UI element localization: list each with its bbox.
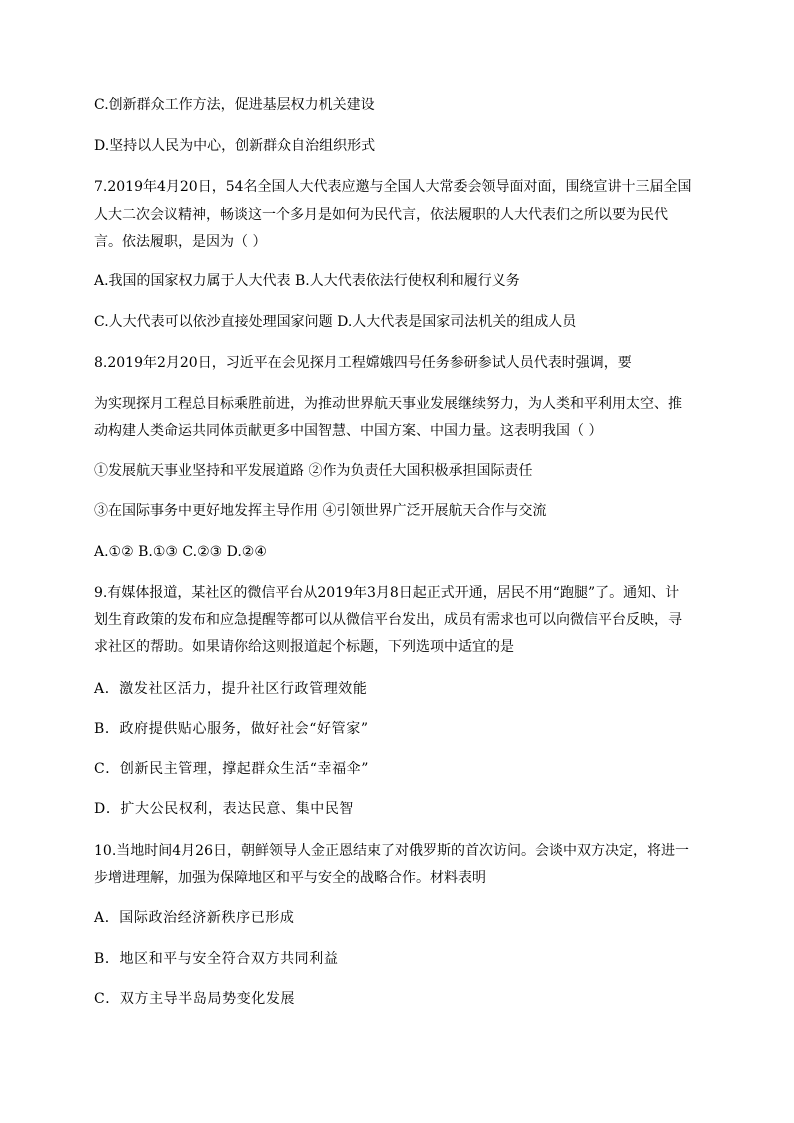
q8-options: A.①② B.①③ C.②③ D.②④ bbox=[94, 544, 267, 560]
q10-stem-line-2: 步增进理解，加强为保障地区和平与安全的战略合作。材料表明 bbox=[94, 870, 486, 886]
q9-stem-line-1: 9.有媒体报道，某社区的微信平台从2019年3月8日起正式开通，居民不用“跑腿”了。通知、计 bbox=[94, 585, 680, 601]
q9-stem-line-3: 求社区的帮助。如果请你给这则报道起个标题，下列选项中适宜的是 bbox=[94, 639, 514, 655]
q8-statements-row-1: ①发展航天事业坚持和平发展道路 ②作为负责任大国积极承担国际责任 bbox=[94, 463, 533, 479]
q8-stem-line-3: 动构建人类命运共同体贡献更多中国智慧、中国方案、中国力量。这表明我国（ ） bbox=[94, 423, 603, 439]
prev-question-option-c: C.创新群众工作方法，促进基层权力机关建设 bbox=[94, 97, 375, 113]
q7-stem-line-3: 言。依法履职，是因为（ ） bbox=[94, 234, 267, 250]
q7-stem-line-2: 人大二次会议精神，畅谈这一个多月是如何为民代言，依法履职的人大代表们之所以要为民代 bbox=[94, 207, 668, 223]
q7-options-row-1: A.我国的国家权力属于人大代表 B.人大代表依法行使权利和履行义务 bbox=[94, 273, 520, 289]
q8-statements-row-2: ③在国际事务中更好地发挥主导作用 ④引领世界广泛开展航天合作与交流 bbox=[94, 503, 547, 519]
q9-option-a: A．激发社区活力，提升社区行政管理效能 bbox=[94, 681, 368, 697]
q9-option-b: B．政府提供贴心服务，做好社会“好管家” bbox=[94, 721, 369, 737]
q10-option-b: B．地区和平与安全符合双方共同利益 bbox=[94, 951, 339, 967]
q10-stem-line-1: 10.当地时间4月26日，朝鲜领导人金正恩结束了对俄罗斯的首次访问。会谈中双方决定，将进一 bbox=[94, 843, 689, 859]
q9-option-d: D．扩大公民权利，表达民意、集中民智 bbox=[94, 801, 355, 817]
q7-stem-line-1: 7.2019年4月20日，54名全国人大代表应邀与全国人大常委会领导面对面，围绕宣讲十三届全国 bbox=[94, 179, 692, 195]
q8-stem-line-1: 8.2019年2月20日，习近平在会见探月工程嫦娥四号任务参研参试人员代表时强调，要 bbox=[94, 355, 632, 371]
prev-question-option-d: D.坚持以人民为中心，创新群众自治组织形式 bbox=[94, 138, 376, 154]
q10-option-a: A．国际政治经济新秩序已形成 bbox=[94, 910, 295, 926]
q8-stem-line-2: 为实现探月工程总目标乘胜前进，为推动世界航天事业发展继续努力，为人类和平利用太空、推 bbox=[94, 396, 682, 412]
q9-stem-line-2: 划生育政策的发布和应急提醒等都可以从微信平台发出，成员有需求也可以向微信平台反映，寻 bbox=[94, 612, 682, 628]
q7-options-row-2: C.人大代表可以依沙直接处理国家问题 D.人大代表是国家司法机关的组成人员 bbox=[94, 314, 577, 330]
q9-option-c: C．创新民主管理，撑起群众生活“幸福伞” bbox=[94, 761, 370, 777]
q10-option-c: C．双方主导半岛局势变化发展 bbox=[94, 991, 296, 1007]
